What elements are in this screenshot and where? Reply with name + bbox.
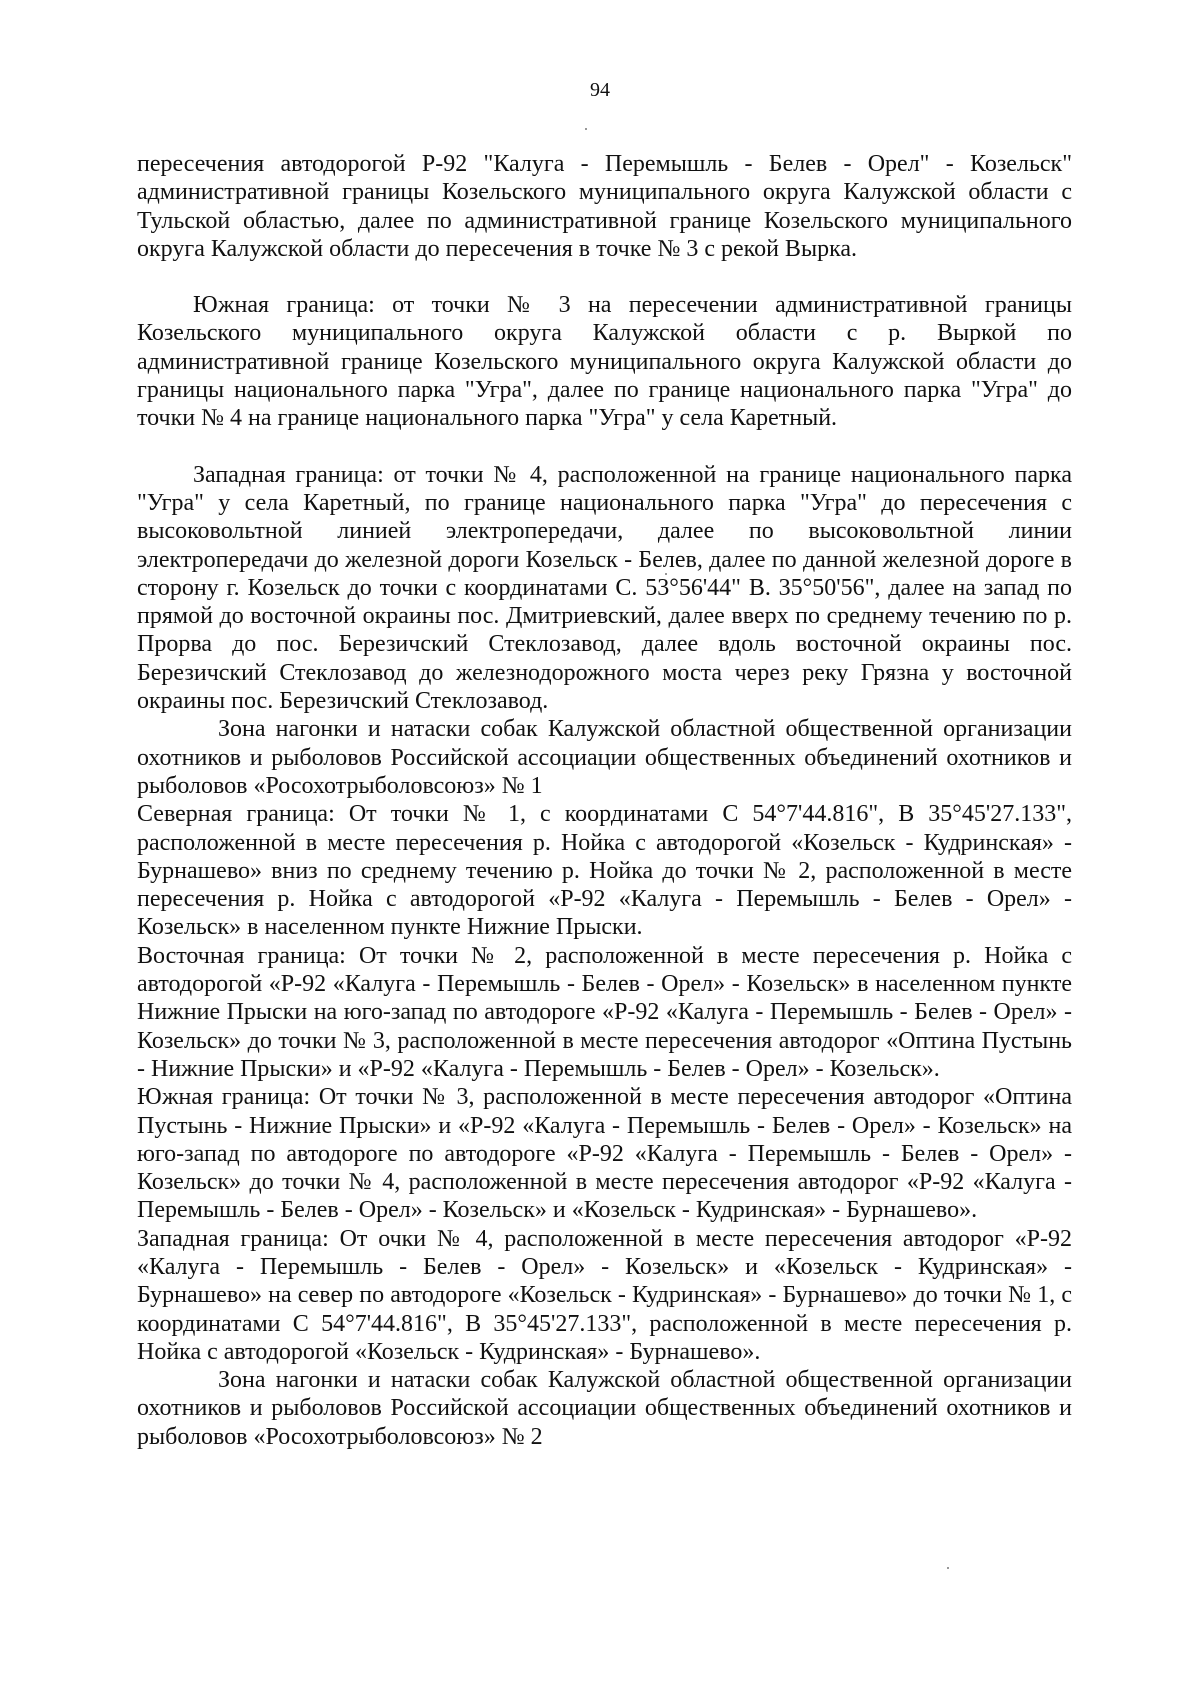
zone-1-east-boundary: Восточная граница: От точки № 2, расположенной в месте пересечения р. Нойка с автодорогой «Р-92 «Калуга - Перемышль - Белев - Орел» - Козельск» в населенном пункте Нижние Прыски на юго-запад по автодороге «Р-92 «Калуга - Перемышль - Белев - Орел» - Козельск» до точки № 3, расположенной в месте пересечения автодорог «Оптина Пустынь - Нижние Прыски» и «Р-92 «Калуга - Перемышль - Белев - Орел» - Козельск». [137, 942, 1072, 1082]
scan-speck [665, 573, 667, 575]
zone-1-west-boundary: Западная граница: От очки № 4, расположенной в месте пересечения автодорог «Р-92 «Калуга - Перемышль - Белев - Орел» - Козельск» и «Козельск - Кудринская» - Бурнашево» на север по автодороге «Козельск - Кудринская» - Бурнашево» до точки № 1, с координатами С 54°7'44.816", В 35°45'27.133", расположенной в месте пересечения р. Нойка с автодорогой «Козельск - Кудринская» - Бурнашево». [137, 1225, 1072, 1365]
zone-2-heading: Зона нагонки и натаски собак Калужской областной общественной организации охотников и рыболовов Российской ассоциации общественных объединений охотников и рыболовов «Росохотрыболовсоюз» № 2 [137, 1367, 1072, 1450]
page-number: 94 [590, 79, 610, 101]
paragraph-north-boundary-continuation: пересечения автодорогой Р-92 "Калуга - Перемышль - Белев - Орел" - Козельск" административной границы Козельского муниципального округа Калужской области с Тульской областью, далее по административной границе Козельского муниципального округа Калужской области до пересечения в точке № 3 с рекой Вырка. [137, 151, 1072, 262]
scan-speck [585, 128, 587, 130]
paragraph-west-boundary: Западная граница: от точки № 4, расположенной на границе национального парка "Угра" у села Каретный, по границе национального парка "Угра" до пересечения с высоковольтной линией электропередачи, далее по высоковольтной линии электропередачи до железной дороги Козельск - Белев, далее по данной железной дороге в сторону г. Козельск до точки с координатами С. 53°56'44" В. 35°50'56", далее на запад по прямой до восточной окраины пос. Дмитриевский, далее вверх по среднему течению по р. Прорва до пос. Березичский Стеклозавод, далее вдоль восточной окраины пос. Березичский Стеклозавод до железнодорожного моста через реку Грязна у восточной окраины пос. Березичский Стеклозавод. [137, 461, 1072, 715]
scan-speck [947, 1567, 949, 1569]
zone-1-north-boundary: Северная граница: От точки № 1, с координатами С 54°7'44.816", В 35°45'27.133", расположенной в месте пересечения р. Нойка с автодорогой «Козельск - Кудринская» - Бурнашево» вниз по среднему течению р. Нойка до точки № 2, расположенной в месте пересечения р. Нойка с автодорогой «Р-92 «Калуга - Перемышль - Белев - Орел» - Козельск» в населенном пункте Нижние Прыски. [137, 801, 1072, 941]
zone-1-south-boundary: Южная граница: От точки № 3, расположенной в месте пересечения автодорог «Оптина Пустынь - Нижние Прыски» и «Р-92 «Калуга - Перемышль - Белев - Орел» - Козельск» на юго-запад по автодороге по автодороге «Р-92 «Калуга - Перемышль - Белев - Орел» - Козельск» до точки № 4, расположенной в месте пересечения автодорог «Р-92 «Калуга - Перемышль - Белев - Орел» - Козельск» и «Козельск - Кудринская» - Бурнашево». [137, 1084, 1072, 1224]
paragraph-south-boundary: Южная граница: от точки № 3 на пересечении административной границы Козельского муниципального округа Калужской области с р. Выркой по административной границе Козельского муниципального округа Калужской области до границы национального парка "Угра", далее по границе национального парка "Угра" до точки № 4 на границе национального парка "Угра" у села Каретный. [137, 292, 1072, 432]
document-body [137, 150, 1072, 1451]
zone-1-heading: Зона нагонки и натаски собак Калужской областной общественной организации охотников и рыболовов Российской ассоциации общественных объединений охотников и рыболовов «Росохотрыболовсоюз» № 1 [137, 716, 1072, 799]
